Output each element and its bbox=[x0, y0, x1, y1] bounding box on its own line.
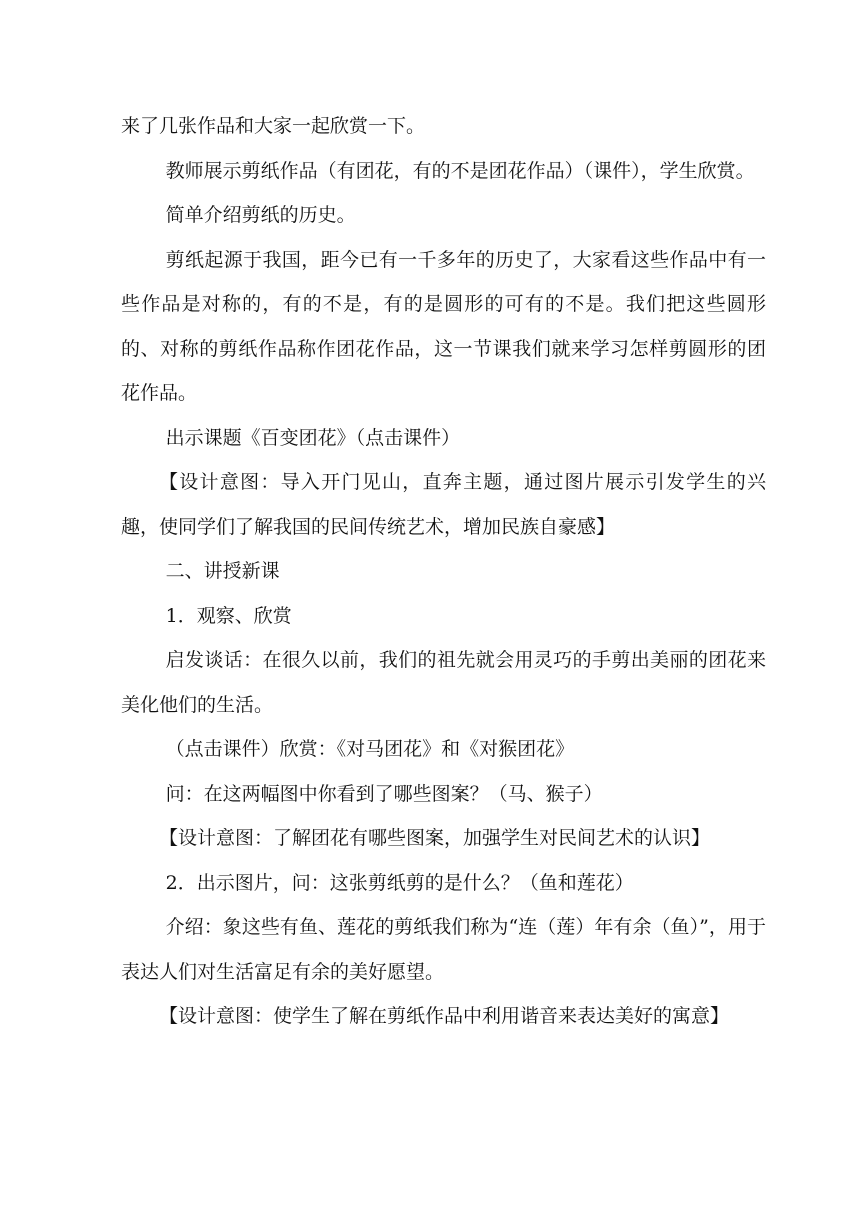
subsection-heading-2: 2．出示图片，问：这张剪纸剪的是什么？（鱼和莲花） bbox=[165, 871, 634, 894]
paragraph-2: 教师展示剪纸作品（有团花，有的不是团花作品）（课件），学生欣赏。 bbox=[165, 159, 755, 182]
design-intent-3: 【设计意图：使学生了解在剪纸作品中利用谐音来表达美好的寓意】 bbox=[159, 1005, 730, 1027]
paragraph-14: 介绍：象这些有鱼、莲花的剪纸我们称为“连（莲）年有余（鱼）”，用于表达人们对生活富足有余的美好愿望。 bbox=[121, 916, 766, 983]
subsection-heading-1: 1．观察、欣赏 bbox=[165, 604, 292, 627]
paragraph-11: 问：在这两幅图中你看到了哪些图案？（马、猴子） bbox=[165, 782, 603, 805]
paragraph-3: 简单介绍剪纸的历史。 bbox=[165, 204, 356, 226]
paragraph-5: 出示课题《百变团花》（点击课件） bbox=[165, 426, 461, 449]
paragraph-9: 启发谈话：在很久以前，我们的祖先就会用灵巧的手剪出美丽的团花来美化他们的生活。 bbox=[121, 649, 766, 716]
design-intent-1: 【设计意图：导入开门见山，直奔主题，通过图片展示引发学生的兴趣，使同学们了解我国的民间传统艺术，增加民族自豪感】 bbox=[121, 471, 766, 538]
paragraph-10: （点击课件）欣赏：《对马团花》和《对猴团花》 bbox=[165, 738, 575, 760]
paragraph-4: 剪纸起源于我国，距今已有一千多年的历史了，大家看这些作品中有一些作品是对称的，有的不是，有的是圆形的可有的不是。我们把这些圆形的、对称的剪纸作品称作团花作品，这一节课我们就来学习怎样剪圆形的团花作品。 bbox=[121, 248, 766, 404]
section-heading: 二、讲授新课 bbox=[165, 560, 280, 582]
design-intent-2: 【设计意图：了解团花有哪些图案，加强学生对民间艺术的认识】 bbox=[159, 827, 711, 849]
paragraph-1: 来了几张作品和大家一起欣赏一下。 bbox=[121, 115, 426, 137]
document-body bbox=[121, 104, 766, 1039]
